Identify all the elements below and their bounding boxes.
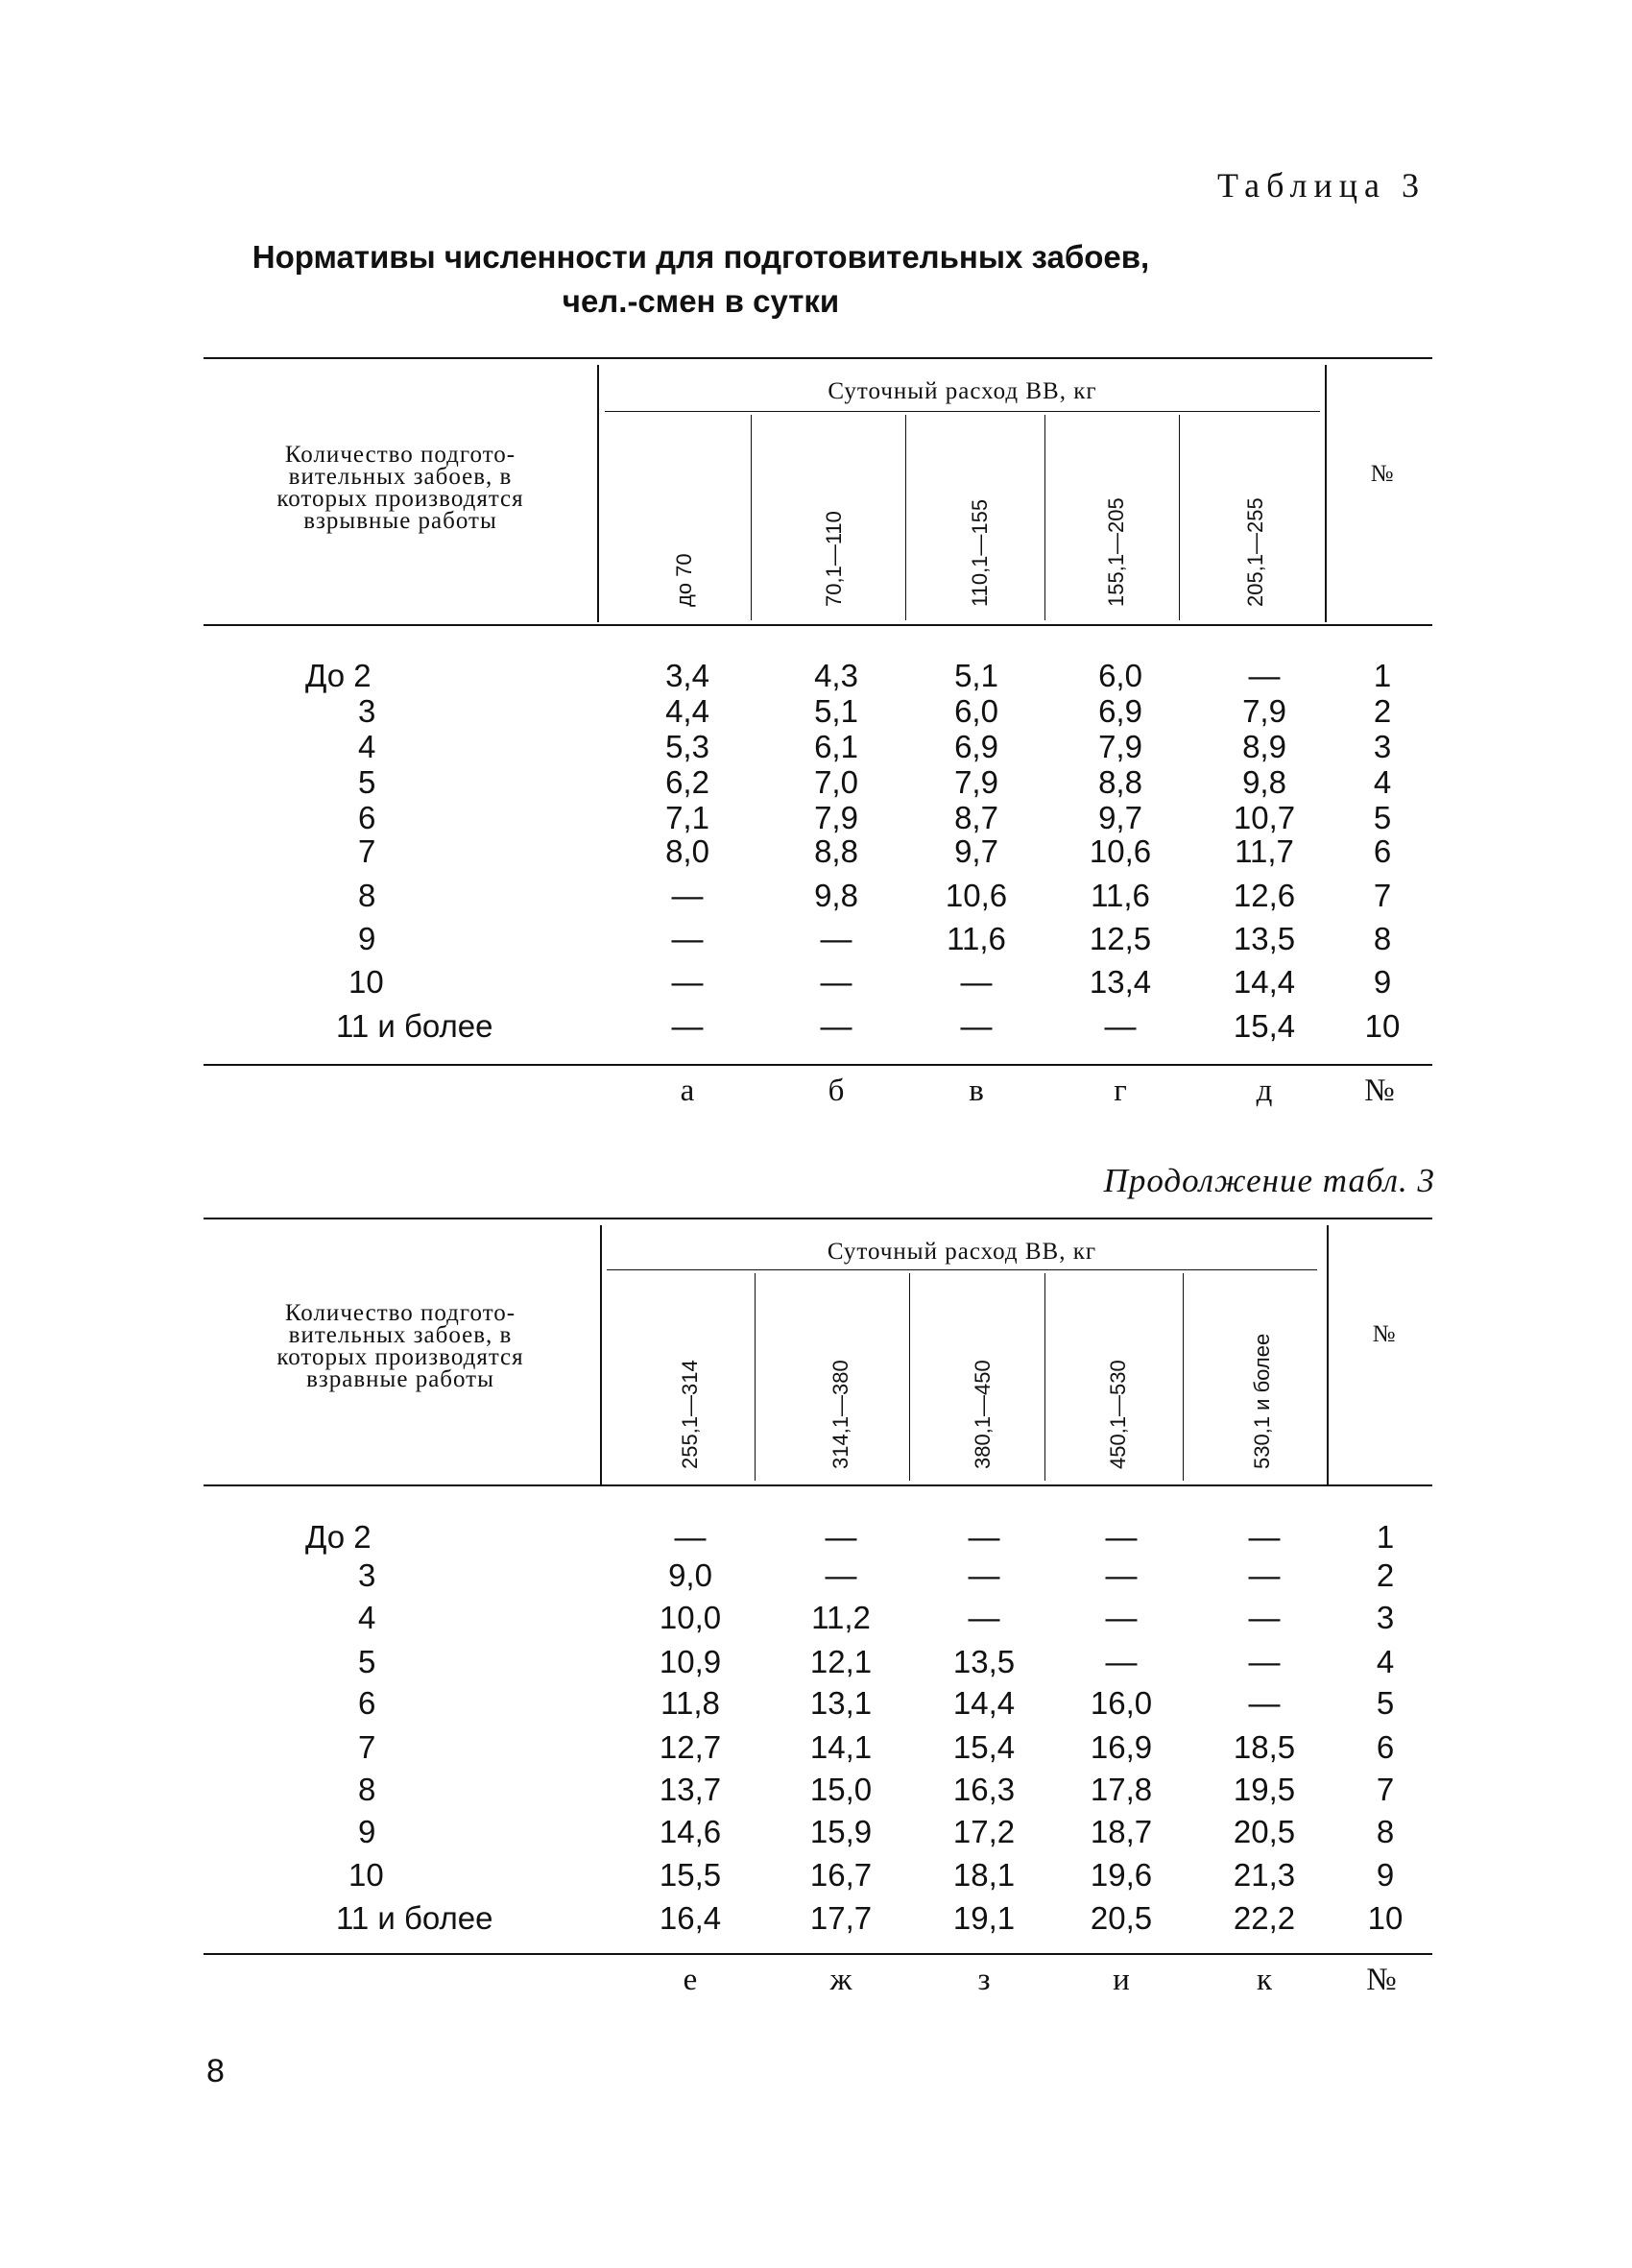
table-cell: 6,0 bbox=[1098, 658, 1142, 693]
table-2-column-header: 255,1—314 bbox=[678, 1360, 702, 1469]
table-cell: 9,8 bbox=[1242, 764, 1286, 800]
table-1-footer-number: № bbox=[1364, 1074, 1395, 1108]
table-cell: 18,1 bbox=[952, 1857, 1016, 1893]
table-1-divider bbox=[1179, 415, 1180, 620]
table-1-top-rule bbox=[204, 357, 1432, 359]
row-label: 9 bbox=[358, 921, 376, 956]
table-cell: 10,9 bbox=[659, 1644, 722, 1679]
table-2-column-header: 450,1—530 bbox=[1106, 1360, 1130, 1469]
table-2-column-header: 314,1—380 bbox=[828, 1360, 852, 1469]
row-number: 4 bbox=[1373, 764, 1392, 800]
table-cell: 16,4 bbox=[659, 1900, 722, 1936]
row-label: 9 bbox=[358, 1814, 376, 1849]
table-1-number-header: № bbox=[1370, 461, 1395, 487]
table-cell: 10,7 bbox=[1233, 800, 1296, 835]
table-cell: 12,1 bbox=[809, 1644, 873, 1679]
row-header-line: которых производятся bbox=[276, 1344, 524, 1370]
row-label: 11 и более bbox=[336, 1900, 493, 1936]
table-cell: — bbox=[671, 878, 704, 913]
table-2-footer-cell: и bbox=[1113, 1963, 1130, 1997]
table-cell: — bbox=[820, 1008, 852, 1044]
table-cell: 6,9 bbox=[954, 729, 998, 764]
table-label: Таблица 3 bbox=[1217, 166, 1426, 205]
table-cell: 6,2 bbox=[665, 764, 709, 800]
row-header-line: Количество подгото- bbox=[284, 442, 516, 468]
table-2-divider bbox=[1183, 1273, 1184, 1481]
table-cell: 7,1 bbox=[665, 800, 709, 835]
table-cell: 7,9 bbox=[814, 800, 858, 835]
table-2-column-header: 380,1—450 bbox=[971, 1360, 995, 1469]
table-1-column-header: до 70 bbox=[672, 553, 696, 607]
table-1-divider bbox=[751, 415, 752, 620]
table-cell: 8,8 bbox=[1098, 764, 1142, 800]
table-cell: 8,7 bbox=[954, 800, 998, 835]
table-cell: 11,2 bbox=[811, 1600, 871, 1635]
table-1-footer-cell: б bbox=[828, 1074, 845, 1108]
table-cell: 15,9 bbox=[809, 1814, 873, 1849]
table-cell: 5,1 bbox=[954, 658, 998, 693]
row-header-line: вительных забоев, в bbox=[288, 1322, 513, 1348]
table-1-divider bbox=[1325, 365, 1327, 622]
table-2-footer-cell: к bbox=[1256, 1963, 1273, 1997]
table-cell: — bbox=[1105, 1600, 1138, 1635]
table-cell: 17,7 bbox=[809, 1900, 873, 1936]
table-cell: — bbox=[825, 1557, 857, 1593]
table-cell: 21,3 bbox=[1233, 1857, 1296, 1893]
table-cell: 16,7 bbox=[809, 1857, 873, 1893]
table-cell: — bbox=[820, 964, 852, 1000]
table-1-divider bbox=[597, 365, 599, 622]
table-cell: — bbox=[1105, 1557, 1138, 1593]
row-number: 10 bbox=[1367, 1900, 1404, 1936]
row-label: 10 bbox=[348, 964, 384, 1000]
table-2-divider bbox=[600, 1225, 602, 1484]
table-1-footer-cell: д bbox=[1256, 1074, 1273, 1108]
table-cell: 17,2 bbox=[952, 1814, 1016, 1849]
table-cell: 7,9 bbox=[1242, 693, 1286, 729]
table-cell: 11,7 bbox=[1235, 833, 1294, 869]
table-2-row-header bbox=[204, 1302, 597, 1390]
row-number: 3 bbox=[1373, 729, 1392, 764]
table-2-divider bbox=[909, 1273, 910, 1481]
table-2-group-header: Суточный расход ВВ, кг bbox=[827, 1239, 1097, 1265]
row-number: 5 bbox=[1376, 1685, 1395, 1721]
table-cell: — bbox=[1248, 1600, 1281, 1635]
table-cell: — bbox=[671, 1008, 704, 1044]
table-1-column-header: 70,1—110 bbox=[822, 511, 846, 607]
row-label: 6 bbox=[358, 1685, 376, 1721]
table-1-group-header: Суточный расход ВВ, кг bbox=[828, 378, 1097, 404]
row-label: 11 и более bbox=[336, 1008, 493, 1044]
row-label: 8 bbox=[358, 1772, 376, 1807]
row-label: 10 bbox=[348, 1857, 384, 1893]
table-cell: 3,4 bbox=[665, 658, 709, 693]
table-cell: 15,0 bbox=[809, 1772, 873, 1807]
table-1-row-header bbox=[204, 444, 597, 532]
row-header-line: Количество подгото- bbox=[284, 1300, 516, 1326]
table-2-footer-cell: е bbox=[683, 1963, 698, 1997]
row-label: 3 bbox=[358, 1557, 376, 1593]
table-cell: 14,6 bbox=[659, 1814, 722, 1849]
table-cell: 10,0 bbox=[659, 1600, 722, 1635]
row-header-line: вительных забоев, в bbox=[288, 464, 513, 490]
table-cell: 14,1 bbox=[809, 1729, 873, 1765]
row-label: 3 bbox=[358, 693, 376, 729]
row-label: 8 bbox=[358, 878, 376, 913]
table-cell: 20,5 bbox=[1233, 1814, 1296, 1849]
table-cell: 10,6 bbox=[945, 878, 1008, 913]
table-cell: 18,5 bbox=[1233, 1729, 1296, 1765]
table-2-bottom-rule bbox=[204, 1953, 1432, 1955]
table-cell: — bbox=[1105, 1519, 1138, 1555]
row-number: 4 bbox=[1376, 1644, 1395, 1679]
table-2-footer-cell: ж bbox=[829, 1963, 852, 1997]
table-cell: 13,5 bbox=[952, 1644, 1016, 1679]
row-number: 2 bbox=[1376, 1557, 1395, 1593]
table-cell: 9,0 bbox=[668, 1557, 712, 1593]
row-number: 3 bbox=[1376, 1600, 1395, 1635]
row-number: 7 bbox=[1376, 1772, 1395, 1807]
table-cell: — bbox=[1105, 1644, 1138, 1679]
row-label: 4 bbox=[358, 1600, 376, 1635]
table-cell: — bbox=[968, 1600, 1000, 1635]
table-cell: 15,4 bbox=[1233, 1008, 1296, 1044]
table-cell: 19,1 bbox=[952, 1900, 1016, 1936]
table-cell: 6,9 bbox=[1098, 693, 1142, 729]
row-number: 9 bbox=[1376, 1857, 1395, 1893]
table-1-column-header: 155,1—205 bbox=[1104, 497, 1128, 607]
table-cell: — bbox=[674, 1519, 707, 1555]
row-label: 5 bbox=[358, 1644, 376, 1679]
table-cell: 14,4 bbox=[1233, 964, 1296, 1000]
table-1-divider bbox=[1044, 415, 1045, 620]
table-cell: 11,6 bbox=[947, 921, 1006, 956]
table-1-divider bbox=[905, 415, 906, 620]
table-cell: — bbox=[671, 964, 704, 1000]
table-cell: 22,2 bbox=[1233, 1900, 1296, 1936]
table-1-group-rule bbox=[605, 411, 1320, 412]
table-2-footer-number: № bbox=[1366, 1963, 1397, 1997]
table-1-column-header: 110,1—155 bbox=[968, 498, 992, 607]
table-cell: 7,0 bbox=[814, 764, 858, 800]
row-label: 6 bbox=[358, 800, 376, 835]
table-cell: 16,9 bbox=[1090, 1729, 1153, 1765]
table-cell: 12,5 bbox=[1089, 921, 1152, 956]
table-cell: — bbox=[1248, 1644, 1281, 1679]
table-1-column-header: 205,1—255 bbox=[1243, 497, 1267, 607]
table-cell: 14,4 bbox=[952, 1685, 1016, 1721]
table-cell: 16,0 bbox=[1090, 1685, 1153, 1721]
row-number: 8 bbox=[1373, 921, 1392, 956]
table-cell: — bbox=[968, 1557, 1000, 1593]
table-cell: — bbox=[960, 1008, 993, 1044]
table-cell: 18,7 bbox=[1090, 1814, 1153, 1849]
table-cell: 11,6 bbox=[1091, 878, 1150, 913]
table-cell: 20,5 bbox=[1090, 1900, 1153, 1936]
table-cell: 19,6 bbox=[1090, 1857, 1153, 1893]
table-cell: 9,7 bbox=[954, 833, 998, 869]
table-2-divider bbox=[755, 1273, 756, 1481]
table-cell: 17,8 bbox=[1090, 1772, 1153, 1807]
table-cell: 7,9 bbox=[1098, 729, 1142, 764]
row-label: 7 bbox=[358, 833, 376, 869]
row-number: 10 bbox=[1364, 1008, 1401, 1044]
row-number: 6 bbox=[1376, 1729, 1395, 1765]
row-header-line: взрывные работы bbox=[303, 508, 497, 534]
table-cell: 12,7 bbox=[659, 1729, 722, 1765]
row-label: До 2 bbox=[305, 658, 372, 693]
table-1-footer-cell: а bbox=[680, 1074, 695, 1108]
table-cell: 6,0 bbox=[954, 693, 998, 729]
row-header-line: которых производятся bbox=[276, 486, 524, 512]
table-cell: — bbox=[960, 964, 993, 1000]
row-label: До 2 bbox=[305, 1519, 372, 1555]
table-cell: 13,4 bbox=[1089, 964, 1152, 1000]
table-2-number-header: № bbox=[1372, 1321, 1397, 1347]
table-1-bottom-rule bbox=[204, 1064, 1432, 1066]
table-cell: 8,0 bbox=[665, 833, 709, 869]
table-cell: — bbox=[1248, 1685, 1281, 1721]
table-cell: — bbox=[671, 921, 704, 956]
table-cell: 15,4 bbox=[952, 1729, 1016, 1765]
table-2-group-rule bbox=[607, 1269, 1317, 1270]
row-number: 2 bbox=[1373, 693, 1392, 729]
table-1-header-rule bbox=[204, 624, 1432, 626]
table-2-header-rule bbox=[204, 1484, 1432, 1486]
row-header-line: взравные работы bbox=[306, 1366, 494, 1392]
table-cell: 10,6 bbox=[1089, 833, 1152, 869]
table-cell: 16,3 bbox=[952, 1772, 1016, 1807]
table-cell: 4,3 bbox=[814, 658, 858, 693]
table-cell: 11,8 bbox=[660, 1685, 720, 1721]
row-number: 8 bbox=[1376, 1814, 1395, 1849]
table-cell: — bbox=[825, 1519, 857, 1555]
table-2-column-header: 530,1 и более bbox=[1250, 1333, 1274, 1469]
table-cell: — bbox=[1104, 1008, 1137, 1044]
table-title-line-1: Нормативы численности для подготовительных забоев, bbox=[252, 239, 1150, 275]
table-cell: 9,7 bbox=[1098, 800, 1142, 835]
table-2-top-rule bbox=[204, 1218, 1432, 1219]
table-cell: — bbox=[1248, 1557, 1281, 1593]
table-cell: 8,9 bbox=[1242, 729, 1286, 764]
row-label: 4 bbox=[358, 729, 376, 764]
table-cell: 6,1 bbox=[814, 729, 858, 764]
table-cell: — bbox=[968, 1519, 1000, 1555]
table-1-footer-cell: г bbox=[1114, 1074, 1127, 1108]
table-1-footer-cell: в bbox=[969, 1074, 984, 1108]
row-label: 5 bbox=[358, 764, 376, 800]
row-number: 9 bbox=[1373, 964, 1392, 1000]
table-cell: 5,1 bbox=[814, 693, 858, 729]
table-cell: 9,8 bbox=[814, 878, 858, 913]
table-2-divider bbox=[1327, 1225, 1329, 1484]
row-label: 7 bbox=[358, 1729, 376, 1765]
row-number: 1 bbox=[1373, 658, 1392, 693]
continuation-label: Продолжение табл. 3 bbox=[1103, 1162, 1435, 1199]
table-cell: 12,6 bbox=[1233, 878, 1296, 913]
table-cell: — bbox=[1248, 1519, 1281, 1555]
table-cell: 13,7 bbox=[659, 1772, 722, 1807]
table-cell: 13,5 bbox=[1233, 921, 1296, 956]
table-cell: 4,4 bbox=[665, 693, 709, 729]
table-cell: 19,5 bbox=[1233, 1772, 1296, 1807]
table-2-divider bbox=[1044, 1273, 1045, 1481]
table-2-footer-cell: з bbox=[977, 1963, 991, 1997]
table-cell: 5,3 bbox=[665, 729, 709, 764]
table-cell: 8,8 bbox=[814, 833, 858, 869]
row-number: 6 bbox=[1373, 833, 1392, 869]
table-title-line-2: чел.-смен в сутки bbox=[562, 283, 840, 319]
row-number: 5 bbox=[1373, 800, 1392, 835]
row-number: 1 bbox=[1376, 1519, 1395, 1555]
table-cell: 13,1 bbox=[809, 1685, 873, 1721]
table-cell: — bbox=[1248, 658, 1281, 693]
page-number: 8 bbox=[206, 2053, 225, 2089]
row-number: 7 bbox=[1373, 878, 1392, 913]
table-cell: 15,5 bbox=[659, 1857, 722, 1893]
table-cell: — bbox=[820, 921, 852, 956]
table-cell: 7,9 bbox=[954, 764, 998, 800]
